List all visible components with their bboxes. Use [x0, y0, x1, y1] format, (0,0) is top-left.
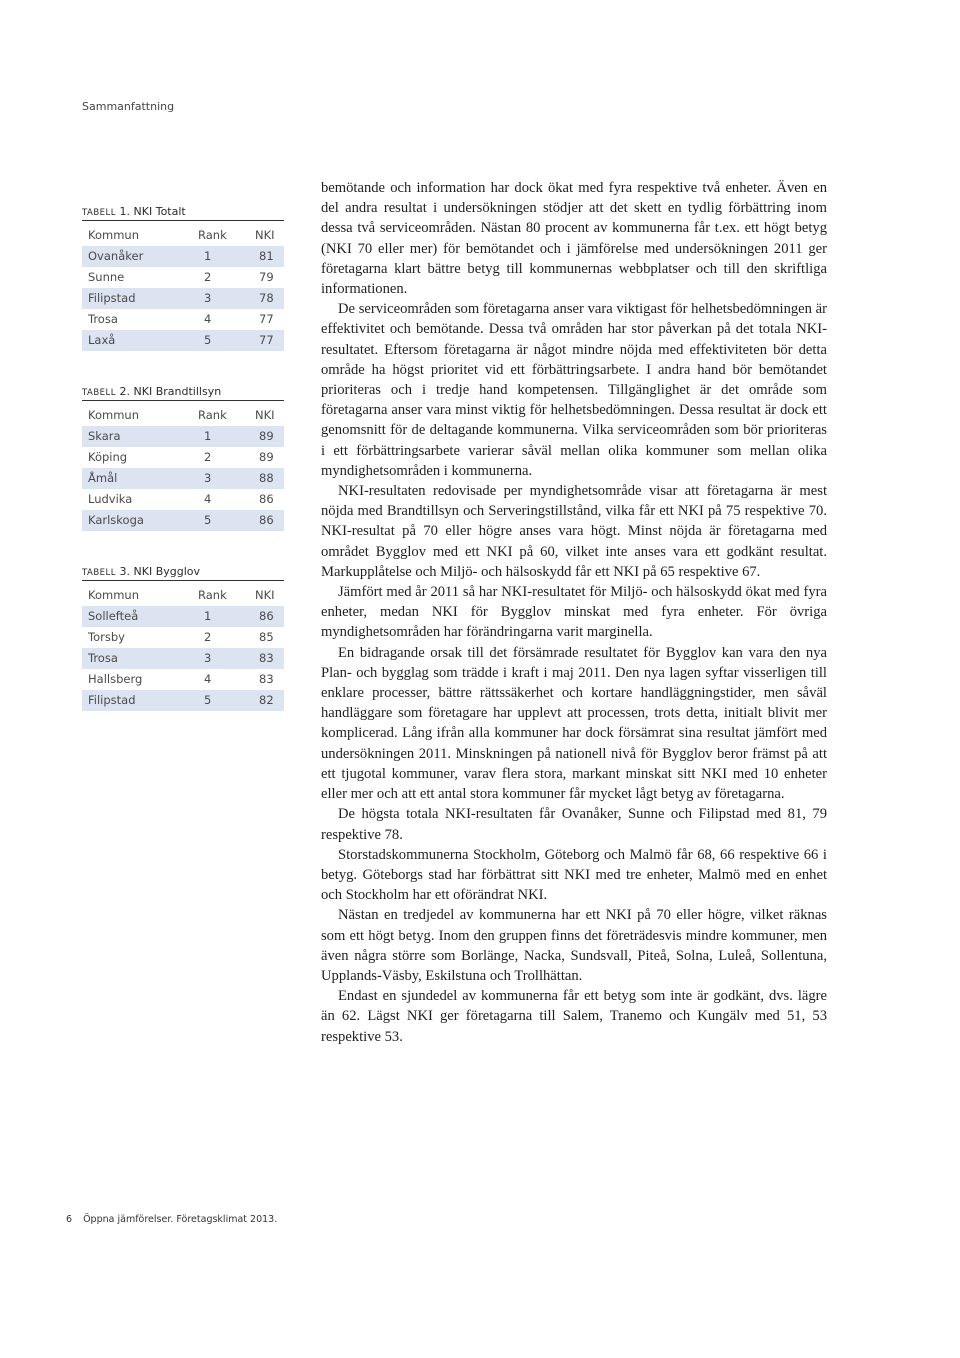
cell-nki: 85	[259, 630, 274, 644]
table-caption	[82, 204, 284, 221]
cell-rank: 3	[204, 651, 212, 665]
column-header-rank: Rank	[198, 228, 227, 242]
paragraph: NKI-resultaten redovisade per myndighetsområde visar att företagarna är mest nöjda med Brandtillsyn och Serveringstillstånd, vilka får ett NKI på 75 respektive 70. NKI-resultat på 70 eller högre anses vara högt. Minst nöjda är företagarna med området Bygglov med ett NKI på 60, vilket inte anses vara ett godkänt resultat. Markupplåtelse och Miljö- och hälsoskydd får ett NKI på 65 respektive 67.	[321, 483, 827, 580]
cell-rank: 2	[204, 450, 212, 464]
cell-kommun: Filipstad	[88, 291, 136, 305]
table-row	[82, 468, 284, 489]
table-row	[82, 309, 284, 330]
table-row	[82, 426, 284, 447]
cell-nki: 78	[259, 291, 274, 305]
paragraph: Endast en sjundedel av kommunerna får ett betyg som inte är godkänt, dvs. lägre än 62. Lägst NKI ger företagarna till Salem, Tranemo och Kungälv med 51, 53 respektive 53.	[321, 988, 827, 1045]
cell-kommun: Hallsberg	[88, 672, 143, 686]
cell-kommun: Sollefteå	[88, 609, 139, 623]
cell-kommun: Ludvika	[88, 492, 133, 506]
cell-kommun: Filipstad	[88, 693, 136, 707]
cell-rank: 5	[204, 333, 212, 347]
body-text	[321, 178, 827, 1047]
table-number: 3.	[119, 565, 131, 578]
cell-nki: 77	[259, 312, 274, 326]
table-prefix: TABELL	[82, 568, 117, 578]
table-row	[82, 447, 284, 468]
paragraph: Nästan en tredjedel av kommunerna har ett NKI på 70 eller högre, vilket räknas som ett högt betyg. Inom den gruppen finns det företrädesvis mindre kommuner, men även några större som Borlänge, Nacka, Sundsvall, Piteå, Solna, Luleå, Sollentuna, Upplands-Väsby, Eskilstuna och Trollhättan.	[321, 907, 827, 984]
table-number: 2.	[119, 385, 131, 398]
cell-kommun: Ovanåker	[88, 249, 144, 263]
cell-nki: 86	[259, 492, 274, 506]
table-row	[82, 267, 284, 288]
publication-subtitle: Företagsklimat 2013.	[176, 1214, 278, 1225]
paragraph: Jämfört med år 2011 så har NKI-resultatet för Miljö- och hälsoskydd ökat med fyra enheter, medan NKI för Bygglov minskat med fyra enheter. För övriga myndighetsområden har förändringarna varit marginella.	[321, 584, 827, 641]
cell-kommun: Torsby	[88, 630, 125, 644]
cell-nki: 86	[259, 609, 274, 623]
cell-rank: 5	[204, 693, 212, 707]
cell-kommun: Trosa	[88, 312, 118, 326]
paragraph: De högsta totala NKI-resultaten får Ovanåker, Sunne och Filipstad med 81, 79 respektive 78.	[321, 806, 827, 843]
cell-nki: 88	[259, 471, 274, 485]
paragraph: En bidragande orsak till det försämrade resultatet för Bygglov kan vara den nya Plan- och bygglag som trädde i kraft i maj 2011. Den nya lagen syftar visserligen till enklare processer, bättre rättssäkerhet och kortare handläggningstider, men såväl handläggare som företagare har upplevt att processen, trots detta, initialt blivit mer komplicerad. Lång ifrån alla kommuner har dock försämrat sina resultat jämfört med undersökningen 2011. Minskningen på nationell nivå för Bygglov beror främst på att ett tjugotal kommuner, varav flera stora, markant minskat sitt NKI med 10 enheter eller mer och att ett antal stora kommuner får mycket lågt betyg av företagarna.	[321, 644, 827, 803]
cell-kommun: Köping	[88, 450, 128, 464]
table-header-row	[82, 225, 284, 246]
cell-nki: 81	[259, 249, 274, 263]
nki-table-totalt	[82, 204, 284, 351]
cell-kommun: Sunne	[88, 270, 125, 284]
table-row	[82, 669, 284, 690]
column-header-nki: NKI	[255, 408, 275, 422]
tables-column	[82, 204, 284, 744]
cell-rank: 5	[204, 513, 212, 527]
cell-nki: 89	[259, 450, 274, 464]
table-title: NKI Brandtillsyn	[133, 385, 222, 398]
table-header-row	[82, 405, 284, 426]
cell-rank: 1	[204, 429, 212, 443]
cell-rank: 4	[204, 492, 212, 506]
table-row	[82, 690, 284, 711]
cell-rank: 1	[204, 249, 212, 263]
publication-title: Öppna jämförelser.	[83, 1214, 174, 1225]
section-label: Sammanfattning	[82, 100, 175, 113]
cell-nki: 89	[259, 429, 274, 443]
cell-rank: 2	[204, 270, 212, 284]
column-header-nki: NKI	[255, 228, 275, 242]
column-header-kommun: Kommun	[88, 408, 139, 422]
cell-rank: 3	[204, 291, 212, 305]
cell-nki: 77	[259, 333, 274, 347]
table-caption	[82, 564, 284, 581]
table-row	[82, 288, 284, 309]
table-title: NKI Totalt	[133, 205, 186, 218]
table-row	[82, 606, 284, 627]
cell-rank: 4	[204, 312, 212, 326]
nki-table-bygglov	[82, 564, 284, 711]
nki-table-brandtillsyn	[82, 384, 284, 531]
paragraph: bemötande och information har dock ökat med fyra respektive två enheter. Även en del andra resultat i undersökningen stödjer att det skett en tydlig förbättring inom dessa två serviceområden. Nästan 80 procent av kommunerna får t.ex. ett högt betyg (NKI 70 eller mer) för bemötandet och i jämförelse med undersökningen 2011 ger företagarna klart bättre betyg till kommunernas webbplatser och till den skriftliga informationen.	[321, 180, 827, 298]
paragraph: Storstadskommunerna Stockholm, Göteborg och Malmö får 68, 66 respektive 66 i betyg. Göteborgs stad har förbättrat sitt NKI med tre enheter, Malmö med en enhet och Stockholm har ett oförändrat NKI.	[321, 846, 827, 904]
page-number: 6	[66, 1214, 73, 1225]
table-row	[82, 330, 284, 351]
cell-rank: 2	[204, 630, 212, 644]
page-footer	[66, 1214, 277, 1225]
column-header-kommun: Kommun	[88, 228, 139, 242]
cell-nki: 79	[259, 270, 274, 284]
cell-kommun: Skara	[88, 429, 121, 443]
table-number: 1.	[119, 205, 131, 218]
cell-kommun: Trosa	[88, 651, 118, 665]
column-header-kommun: Kommun	[88, 588, 139, 602]
cell-rank: 4	[204, 672, 212, 686]
cell-kommun: Laxå	[88, 333, 116, 347]
table-row	[82, 246, 284, 267]
table-caption	[82, 384, 284, 401]
table-header-row	[82, 585, 284, 606]
table-row	[82, 627, 284, 648]
table-prefix: TABELL	[82, 388, 117, 398]
table-row	[82, 648, 284, 669]
table-row	[82, 489, 284, 510]
paragraph: De serviceområden som företagarna anser vara viktigast för helhetsbedömningen är effektivitet och bemötande. Dessa två områden har stor påverkan på det totala NKI-resultatet. Eftersom företagarna är något mindre nöjda med effektiviteten bör detta område ha högst prioritet vid ett förbättringsarbete. I andra hand bör bemötandet prioriteras och i tredje hand kompetensen. Tillgänglighet är det område som företagarna anser vara minst viktig för helhetsbedömningen. Dessa resultat är dock ett genomsnitt för de deltagande kommunerna. Vilka serviceområden som bör prioriteras i ett förbättringsarbete varierar såväl mellan olika kommuner som mellan olika myndighetsområden i kommunerna.	[321, 301, 827, 479]
table-title: NKI Bygglov	[133, 565, 201, 578]
column-header-rank: Rank	[198, 588, 227, 602]
cell-rank: 1	[204, 609, 212, 623]
table-prefix: TABELL	[82, 208, 117, 218]
cell-rank: 3	[204, 471, 212, 485]
cell-kommun: Åmål	[88, 471, 118, 485]
column-header-nki: NKI	[255, 588, 275, 602]
cell-nki: 83	[259, 651, 274, 665]
cell-nki: 82	[259, 693, 274, 707]
table-row	[82, 510, 284, 531]
column-header-rank: Rank	[198, 408, 227, 422]
cell-nki: 86	[259, 513, 274, 527]
cell-kommun: Karlskoga	[88, 513, 144, 527]
cell-nki: 83	[259, 672, 274, 686]
